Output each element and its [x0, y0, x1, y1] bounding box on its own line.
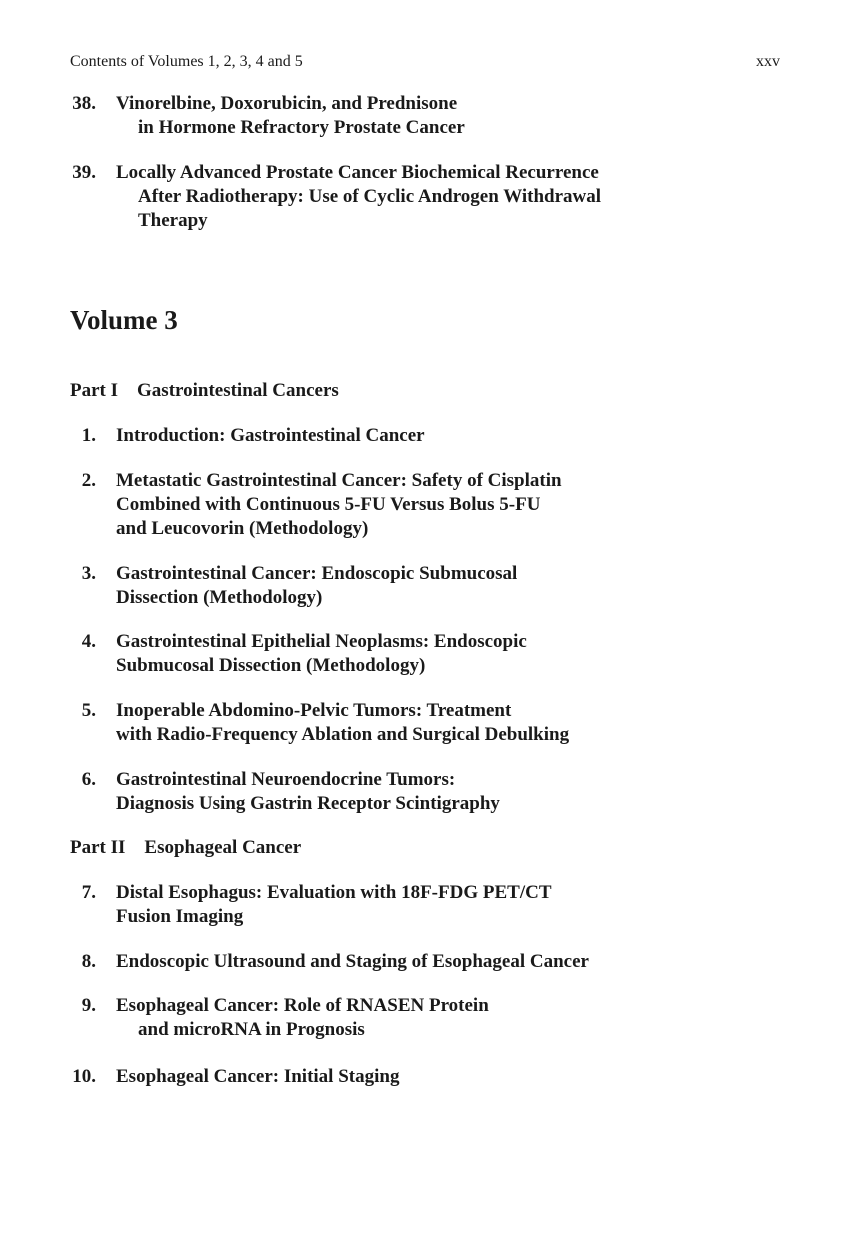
- entry-number: 2.: [81, 470, 96, 491]
- entry-title-line: Distal Esophagus: Evaluation with 18F-FDG PET/CT: [116, 882, 552, 903]
- part-label: Part II: [70, 837, 126, 858]
- entry-number: 38.: [72, 93, 96, 114]
- page-number: xxv: [756, 53, 780, 70]
- entry-title: [116, 881, 552, 929]
- entry-title-line: Endoscopic Ultrasound and Staging of Esophageal Cancer: [116, 951, 589, 972]
- entry-title: [116, 950, 589, 974]
- entry-number: 39.: [72, 162, 96, 183]
- part-heading: [70, 837, 301, 859]
- entry-title-line: Therapy: [138, 210, 208, 231]
- entry-number: 6.: [81, 769, 96, 790]
- entry-number: 3.: [81, 563, 96, 584]
- entry-number: 9.: [81, 995, 96, 1016]
- running-header-title: Contents of Volumes 1, 2, 3, 4 and 5: [70, 53, 303, 70]
- entry-title-line: and Leucovorin (Methodology): [116, 518, 369, 539]
- entry-title: [116, 562, 517, 610]
- entry-title-line: Locally Advanced Prostate Cancer Biochemical Recurrence: [116, 162, 599, 183]
- entry-title-line: Diagnosis Using Gastrin Receptor Scintigraphy: [116, 793, 500, 814]
- entry-title-line: Gastrointestinal Neuroendocrine Tumors:: [116, 769, 456, 790]
- entry-title-line: After Radiotherapy: Use of Cyclic Androgen Withdrawal: [138, 186, 602, 207]
- entry-title-line: and microRNA in Prognosis: [138, 1019, 365, 1040]
- entry-title-line: Metastatic Gastrointestinal Cancer: Safety of Cisplatin: [116, 470, 562, 491]
- entry-title-line: Inoperable Abdomino-Pelvic Tumors: Treatment: [116, 700, 512, 721]
- entry-title: [116, 469, 562, 541]
- entry-title-line: Vinorelbine, Doxorubicin, and Prednisone: [116, 93, 458, 114]
- entry-title: [116, 630, 527, 678]
- entry-title: [116, 699, 569, 747]
- part-title: Esophageal Cancer: [144, 837, 302, 858]
- entry-title-line: Introduction: Gastrointestinal Cancer: [116, 425, 425, 446]
- entry-title: [116, 161, 601, 233]
- entry-title-line: Dissection (Methodology): [116, 587, 323, 608]
- entry-number: 4.: [81, 631, 96, 652]
- entry-title-line: Esophageal Cancer: Role of RNASEN Protein: [116, 995, 489, 1016]
- entry-title: [116, 424, 425, 448]
- entry-title-line: Gastrointestinal Cancer: Endoscopic Submucosal: [116, 563, 518, 584]
- entry-title: [116, 768, 500, 816]
- entry-title-line: Combined with Continuous 5-FU Versus Bolus 5-FU: [116, 494, 541, 515]
- entry-title-line: with Radio-Frequency Ablation and Surgical Debulking: [116, 724, 570, 745]
- part-title: Gastrointestinal Cancers: [137, 380, 339, 401]
- part-heading: [70, 380, 339, 402]
- entry-number: 8.: [81, 951, 96, 972]
- entry-title: [116, 1065, 399, 1089]
- entry-number: 10.: [72, 1066, 96, 1087]
- entry-title-line: Submucosal Dissection (Methodology): [116, 655, 426, 676]
- entry-title-line: Fusion Imaging: [116, 906, 244, 927]
- entry-number: 7.: [81, 882, 96, 903]
- entry-title-line: in Hormone Refractory Prostate Cancer: [138, 117, 465, 138]
- entry-title-line: Esophageal Cancer: Initial Staging: [116, 1066, 400, 1087]
- entry-title: [116, 92, 465, 140]
- entry-number: 1.: [81, 425, 96, 446]
- part-label: Part I: [70, 380, 119, 401]
- volume-heading: Volume 3: [70, 305, 178, 335]
- entry-title: [116, 994, 489, 1042]
- entry-title-line: Gastrointestinal Epithelial Neoplasms: Endoscopic: [116, 631, 527, 652]
- entry-number: 5.: [81, 700, 96, 721]
